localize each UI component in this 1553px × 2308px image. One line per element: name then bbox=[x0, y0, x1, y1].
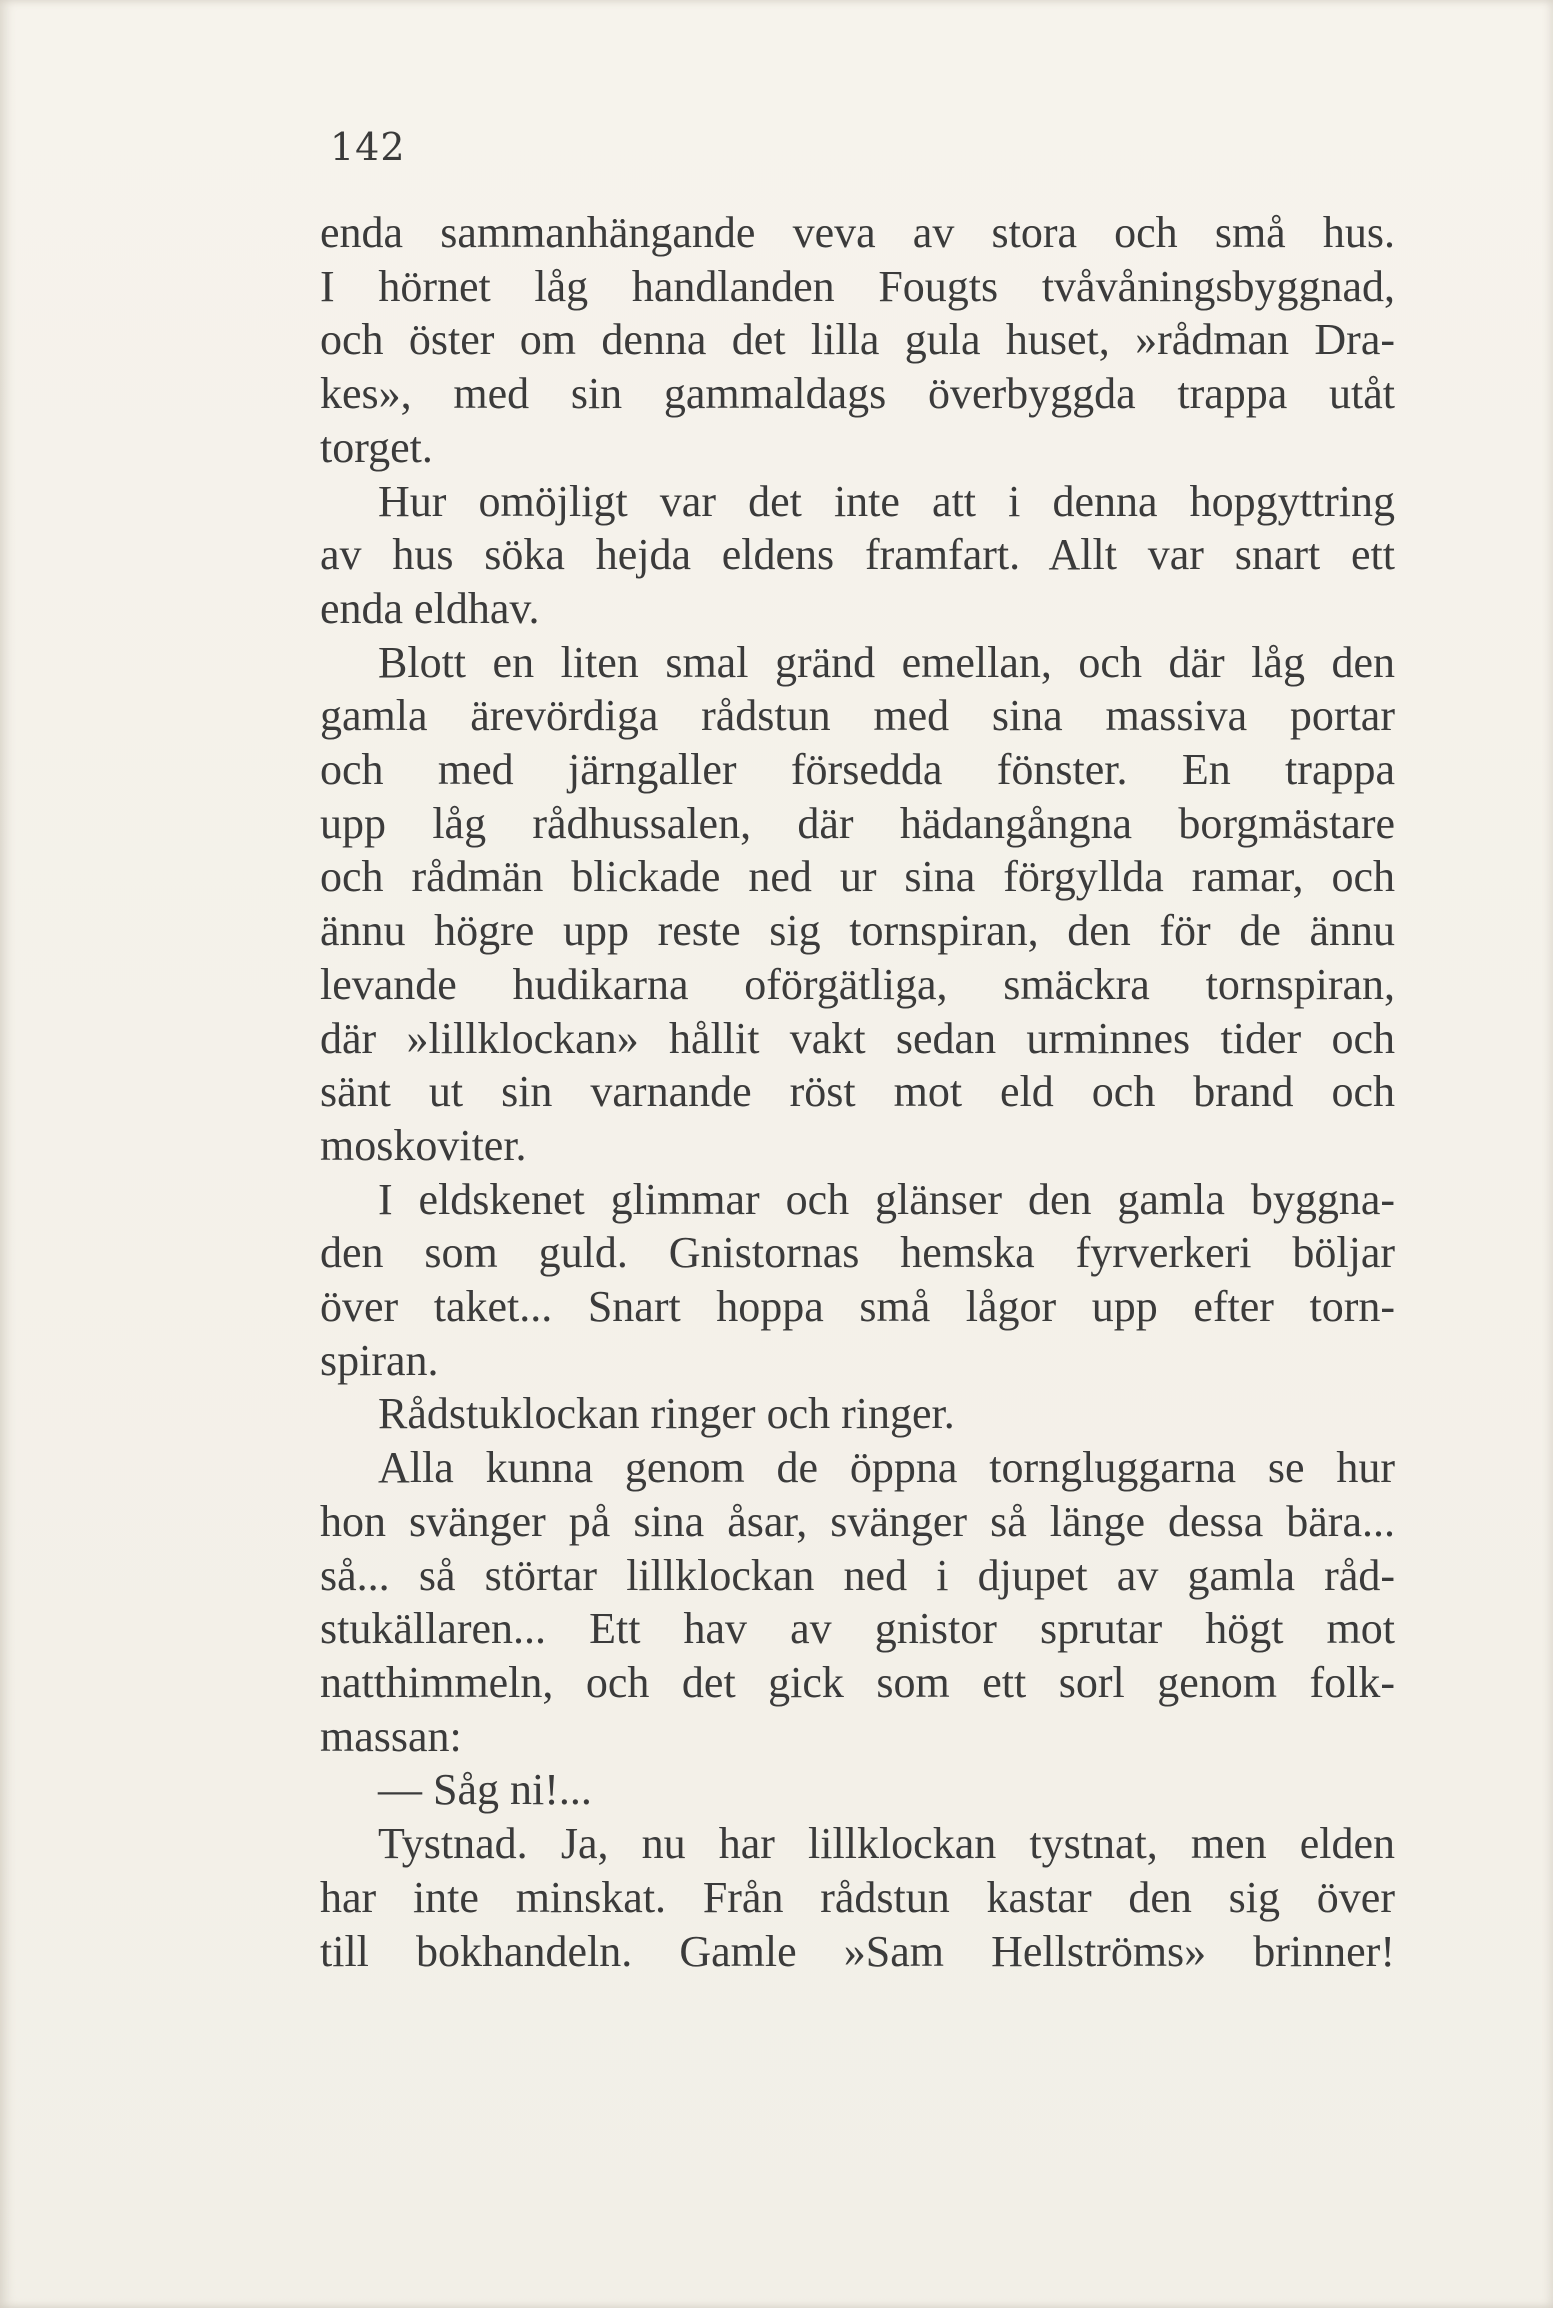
text-line: hon svänger på sina åsar, svänger så länge dessa bära... bbox=[320, 1496, 1395, 1546]
text-line: enda eldhav. bbox=[320, 583, 540, 633]
text-line: massan: bbox=[320, 1711, 462, 1761]
text-line: så... så störtar lillklockan ned i djupet av gamla råd- bbox=[320, 1550, 1395, 1600]
text-line: där »lillklockan» hållit vakt sedan urminnes tider och bbox=[320, 1013, 1395, 1063]
text-line: enda sammanhängande veva av stora och små hus. bbox=[320, 208, 1395, 257]
page-number: 142 bbox=[330, 125, 406, 169]
text-line: av hus söka hejda eldens framfart. Allt var snart ett bbox=[320, 530, 1395, 580]
text-line: har inte minskat. Från rådstun kastar den sig över bbox=[320, 1872, 1395, 1922]
text-line: spiran. bbox=[320, 1335, 439, 1385]
text-line: Hur omöjligt var det inte att i denna hopgyttring bbox=[378, 476, 1395, 526]
text-line: Blott en liten smal gränd emellan, och där låg den bbox=[378, 637, 1395, 687]
text-line: sänt ut sin varnande röst mot eld och brand och bbox=[320, 1067, 1395, 1117]
text-line: stukällaren... Ett hav av gnistor sprutar högt mot bbox=[320, 1604, 1395, 1654]
text-line: och rådmän blickade ned ur sina förgyllda ramar, och bbox=[320, 852, 1395, 902]
text-line: I hörnet låg handlanden Fougts tvåvåningsbyggnad, bbox=[320, 261, 1395, 311]
text-line: Tystnad. Ja, nu har lillklockan tystnat, men elden bbox=[378, 1819, 1395, 1869]
body-text bbox=[320, 206, 1395, 1978]
text-line: Rådstuklockan ringer och ringer. bbox=[378, 1389, 955, 1439]
text-line: torget. bbox=[320, 422, 433, 472]
text-line: och öster om denna det lilla gula huset, »rådman Dra- bbox=[320, 315, 1395, 365]
text-line: natthimmeln, och det gick som ett sorl genom folk- bbox=[320, 1657, 1395, 1707]
text-line: den som guld. Gnistornas hemska fyrverkeri böljar bbox=[320, 1228, 1395, 1278]
text-line: och med järngaller försedda fönster. En trappa bbox=[320, 745, 1395, 795]
text-line: — Såg ni!... bbox=[378, 1765, 592, 1815]
text-line: över taket... Snart hoppa små lågor upp efter torn- bbox=[320, 1282, 1395, 1332]
text-line: ännu högre upp reste sig tornspiran, den för de ännu bbox=[320, 906, 1395, 956]
text-line: Alla kunna genom de öppna torngluggarna se hur bbox=[378, 1443, 1395, 1493]
text-line: upp låg rådhussalen, där hädangångna borgmästare bbox=[320, 798, 1395, 848]
text-line: kes», med sin gammaldags överbyggda trappa utåt bbox=[320, 369, 1395, 419]
text-line: levande hudikarna oförgätliga, smäckra tornspiran, bbox=[320, 959, 1395, 1009]
text-line: till bokhandeln. Gamle »Sam Hellströms» brinner! bbox=[320, 1926, 1395, 1976]
text-line: moskoviter. bbox=[320, 1120, 527, 1170]
text-line: gamla ärevördiga rådstun med sina massiva portar bbox=[320, 691, 1395, 741]
text-line: I eldskenet glimmar och glänser den gamla byggna- bbox=[378, 1174, 1395, 1224]
